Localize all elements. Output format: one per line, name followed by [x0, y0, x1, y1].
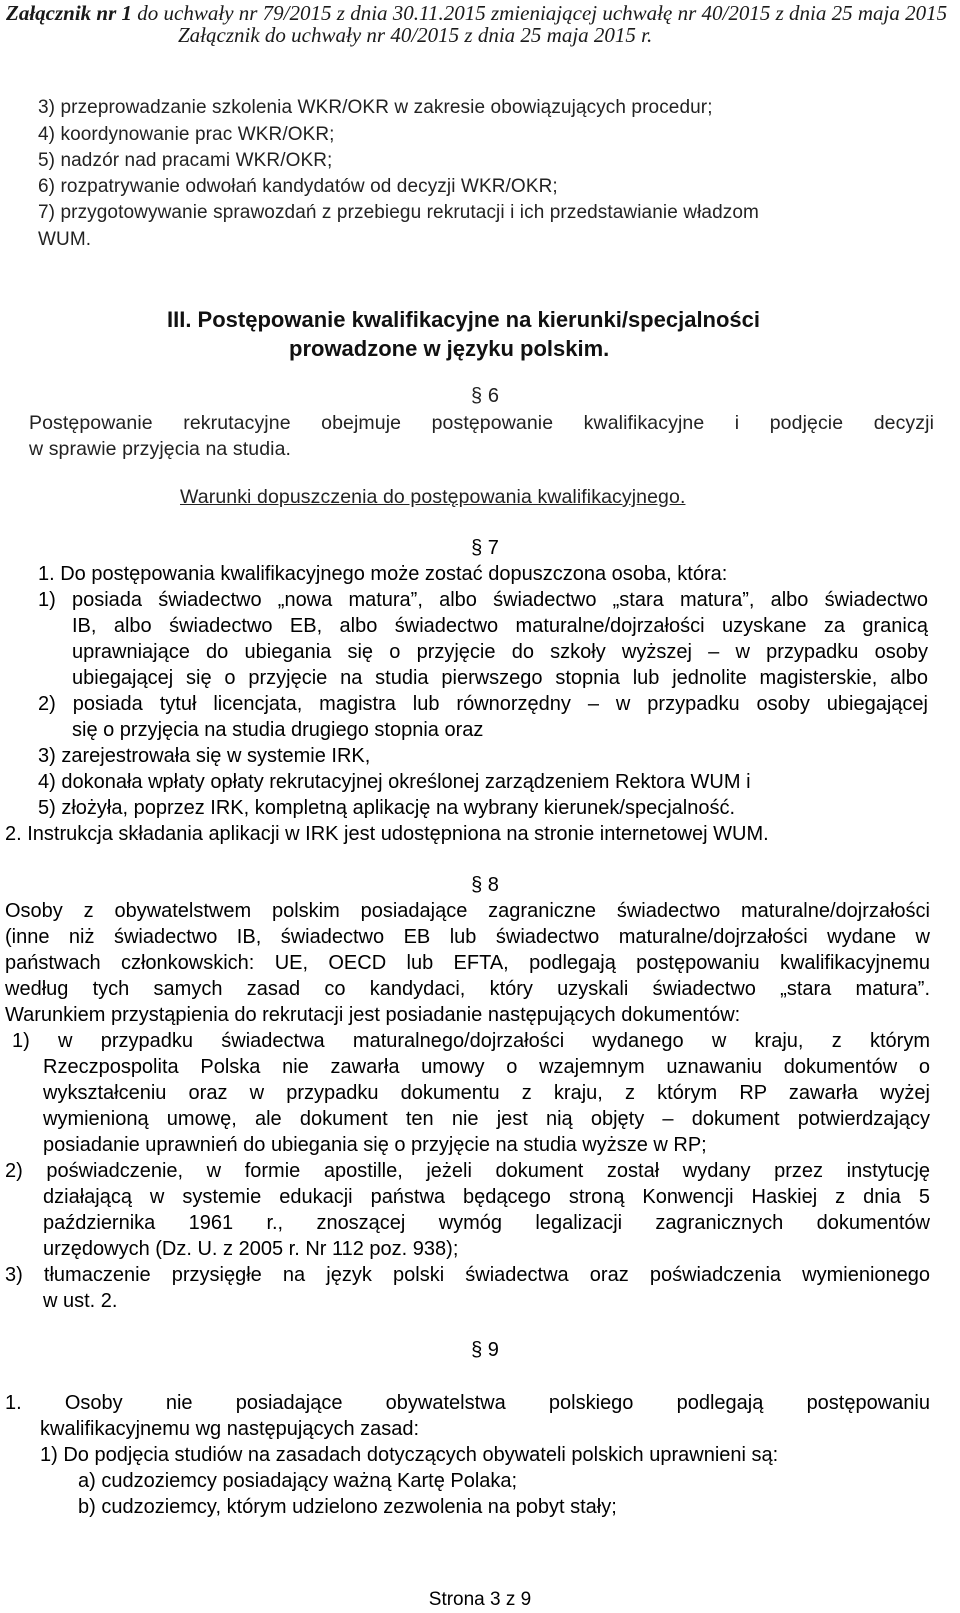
- list-item: 3) przeprowadzanie szkolenia WKR/OKR w zakresie obowiązujących procedur;: [38, 97, 713, 118]
- paragraph-7-line: 2. Instrukcja składania aplikacji w IRK jest udostępniona na stronie internetowej WUM.: [5, 823, 769, 845]
- paragraph-9-line: b) cudzoziemcy, którym udzielono zezwolenia na pobyt stały;: [78, 1496, 617, 1518]
- paragraph-8-line: 2) poświadczenie, w formie apostille, jeżeli dokument został wydany przez instytucję: [5, 1160, 930, 1182]
- paragraph-7-line: 1. Do postępowania kwalifikacyjnego może zostać dopuszczona osoba, która:: [38, 563, 728, 585]
- paragraph-7-line: IB, albo świadectwo EB, albo świadectwo maturalne/dojrzałości uzyskane za granicą: [72, 615, 928, 637]
- paragraph-marker-7: § 7: [471, 537, 499, 559]
- header-line-1-text: do uchwały nr 79/2015 z dnia 30.11.2015 zmieniającej uchwałę nr 40/2015 z dnia 25 maja 2015: [132, 1, 948, 25]
- list-item: 7) przygotowywanie sprawozdań z przebiegu rekrutacji i ich przedstawianie władzom: [38, 202, 759, 223]
- paragraph-8-line: 1) w przypadku świadectwa maturalnego/dojrzałości wydanego w kraju, z którym: [12, 1030, 930, 1052]
- paragraph-8-line: państwach członkowskich: UE, OECD lub EFTA, podlegają postępowaniu kwalifikacyjnemu: [5, 952, 930, 974]
- paragraph-6-text: w sprawie przyjęcia na studia.: [29, 438, 292, 460]
- conditions-subheading: Warunki dopuszczenia do postępowania kwalifikacyjnego.: [180, 486, 686, 508]
- list-item: 6) rozpatrywanie odwołań kandydatów od decyzji WKR/OKR;: [38, 176, 558, 197]
- header-line-2: Załącznik do uchwały nr 40/2015 z dnia 25 maja 2015 r.: [178, 23, 653, 47]
- paragraph-9-line: kwalifikacyjnemu wg następujących zasad:: [40, 1418, 420, 1440]
- paragraph-8-line: wykształceniu oraz w przypadku dokumentu z kraju, z którym RP zawarła wyżej: [43, 1082, 930, 1104]
- paragraph-7-line: 1) posiada świadectwo „nowa matura”, albo świadectwo „stara matura”, albo świadectwo: [38, 589, 928, 611]
- paragraph-8-line: działającą w systemie edukacji państwa będącego stroną Konwencji Haskiej z dnia 5: [43, 1186, 930, 1208]
- paragraph-7-line: 4) dokonała wpłaty opłaty rekrutacyjnej określonej zarządzeniem Rektora WUM i: [38, 771, 751, 793]
- paragraph-8-line: posiadanie uprawnień do ubiegania się o przyjęcie na studia wyższe w RP;: [43, 1134, 707, 1156]
- paragraph-8-line: wymienioną umowę, ale dokument ten nie jest nią objęty – dokument potwierdzający: [43, 1108, 930, 1130]
- paragraph-8-line: w ust. 2.: [43, 1290, 118, 1312]
- header-line-1: [6, 2, 947, 24]
- paragraph-7-line: ubiegającej się o przyjęcie na studia pierwszego stopnia lub jednolite magisterskie, albo: [72, 667, 928, 689]
- paragraph-9-line: a) cudzoziemcy posiadający ważną Kartę Polaka;: [78, 1470, 518, 1492]
- paragraph-8-line: 3) tłumaczenie przysięgłe na język polski świadectwa oraz poświadczenia wymienionego: [5, 1264, 930, 1286]
- paragraph-7-line: 5) złożyła, poprzez IRK, kompletną aplikację na wybrany kierunek/specjalność.: [38, 797, 736, 819]
- paragraph-marker-8: § 8: [471, 874, 499, 896]
- paragraph-marker-6: § 6: [470, 385, 500, 407]
- paragraph-8-line: (inne niż świadectwo IB, świadectwo EB lub świadectwo maturalne/dojrzałości wydane w: [5, 926, 930, 948]
- paragraph-marker-9: § 9: [471, 1339, 499, 1361]
- list-item: 4) koordynowanie prac WKR/OKR;: [38, 124, 335, 145]
- paragraph-7-line: 3) zarejestrowała się w systemie IRK,: [38, 745, 371, 767]
- header-attachment-label: Załącznik nr 1: [6, 1, 133, 25]
- list-item: 5) nadzór nad pracami WKR/OKR;: [38, 150, 333, 171]
- paragraph-8-line: Warunkiem przystąpienia do rekrutacji jest posiadanie następujących dokumentów:: [5, 1004, 741, 1026]
- paragraph-8-line: według tych samych zasad co kandydaci, który uzyskali świadectwo „stara matura”.: [5, 978, 930, 1000]
- section-heading: III. Postępowanie kwalifikacyjne na kierunki/specjalności: [167, 307, 761, 332]
- paragraph-8-line: urzędowych (Dz. U. z 2005 r. Nr 112 poz. 938);: [43, 1238, 459, 1260]
- paragraph-9-line: 1. Osoby nie posiadające obywatelstwa polskiego podlegają postępowaniu: [5, 1392, 930, 1414]
- paragraph-7-line: 2) posiada tytuł licencjata, magistra lub równorzędny – w przypadku osoby ubiegającej: [38, 693, 928, 715]
- paragraph-8-line: Osoby z obywatelstwem polskim posiadające zagraniczne świadectwo maturalne/dojrzałości: [5, 900, 930, 922]
- paragraph-9-line: 1) Do podjęcia studiów na zasadach dotyczących obywateli polskich uprawnieni są:: [40, 1444, 779, 1466]
- paragraph-7-line: się o przyjęcia na studia drugiego stopnia oraz: [72, 719, 484, 741]
- paragraph-8-line: października 1961 r., znoszącej wymóg legalizacji zagranicznych dokumentów: [43, 1212, 930, 1234]
- paragraph-8-line: Rzeczpospolita Polska nie zawarła umowy o wzajemnym uznawaniu dokumentów o: [43, 1056, 930, 1078]
- paragraph-7-line: uprawniające do ubiegania się o przyjęcie do szkoły wyższej – w przypadku osoby: [72, 641, 928, 663]
- page-number: Strona 3 z 9: [428, 1589, 532, 1610]
- list-item: WUM.: [38, 229, 92, 250]
- paragraph-6-text: Postępowanie rekrutacyjne obejmuje postępowanie kwalifikacyjne i podjęcie decyzji: [29, 412, 934, 434]
- section-heading-continued: prowadzone w języku polskim.: [289, 336, 610, 361]
